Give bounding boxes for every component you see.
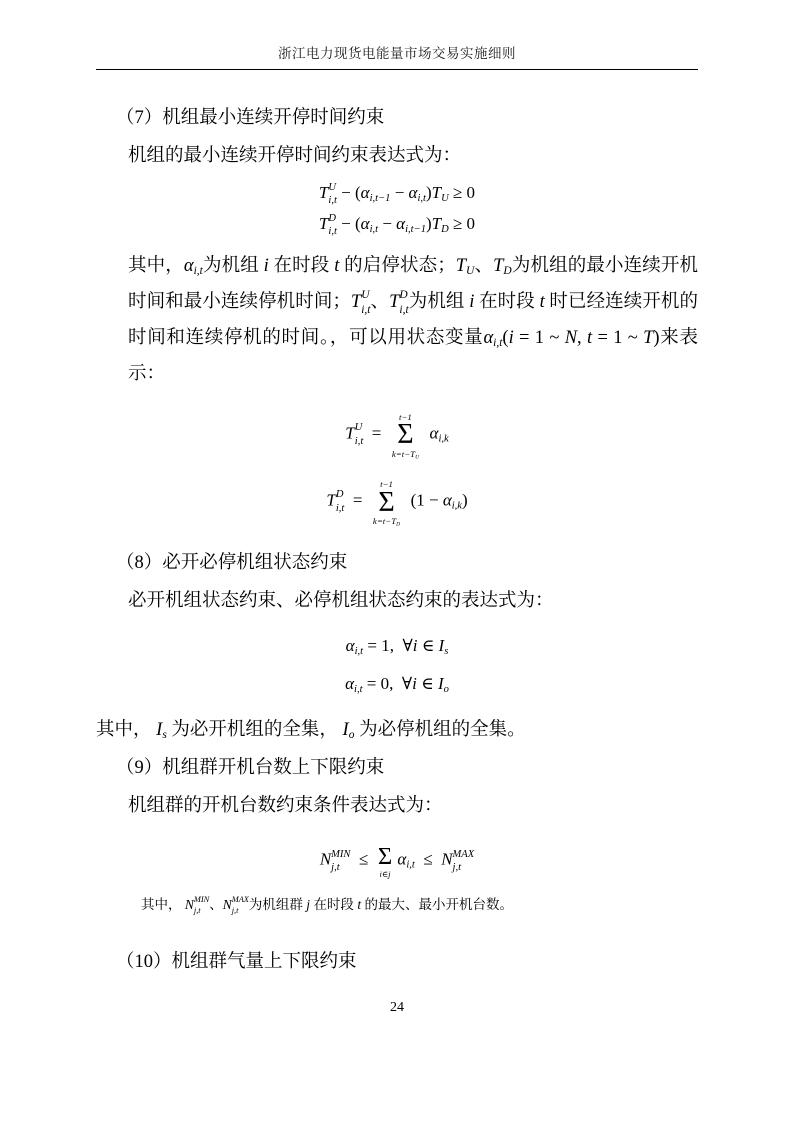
- heading-7: （7）机组最小连续开停时间约束: [116, 108, 385, 128]
- p9-note-2: 、: [209, 897, 223, 913]
- formula-unit-group-count-limits: N MIN j,t ≤ Σ i∈j $\alpha_{i,t} \le N$ MAX j,t: [319, 843, 475, 879]
- p7-text-3: 在时段: [273, 255, 330, 276]
- formula-accumulated-down-time: T D i,t = t−1 Σ $k=t-T_D$ $(1 - \alpha_{i,k})$: [326, 478, 468, 528]
- paragraph-9-note: 其中， N MIN j,t 、N MAX j,t 为机组群 j 在时段 t 的最大、最小开机台数。: [141, 895, 513, 915]
- paragraph-8-intro: 必开机组状态约束、必停机组状态约束的表达式为：: [128, 590, 554, 611]
- heading-10: （10）机组群气量上下限约束: [116, 951, 357, 972]
- p8-text-3: 为必停机组的全集。: [359, 720, 526, 741]
- formula-accumulated-up-time: T U i,t = t−1 Σ $k=t-T_U$ $\alpha_{i,k}$: [345, 411, 449, 461]
- header-divider: [96, 69, 698, 70]
- paragraph-8-body: 其中， $I_s$ 为必开机组的全集， $I_o$ 为必停机组的全集。: [96, 720, 526, 742]
- p7-text-6: 的最小连续开机时间和最小连续停机时间；: [128, 255, 698, 312]
- p9-note-1: 其中，: [141, 897, 182, 913]
- formula-must-stop: $\alpha_{i,t} = 0$, ∀i ∈ $I_o$: [345, 674, 449, 696]
- formula-group-7a: [96, 180, 698, 238]
- p7-text-1: 其中，: [128, 255, 184, 276]
- p8-text-1: 其中，: [96, 720, 152, 741]
- p9-note-3: 为机组群: [248, 897, 303, 913]
- p7-text-8: 在时段: [479, 291, 535, 312]
- page-content: [96, 42, 698, 982]
- p7-text-10: 用状态变量: [387, 327, 484, 348]
- p7-text-7: 为机组: [408, 291, 465, 312]
- formula-group-8: [96, 633, 698, 699]
- p7-text-4: 的启停状态；: [344, 255, 456, 276]
- paragraph-7-intro: 机组的最小连续开停时间约束表达式为：: [128, 146, 462, 167]
- page-number: 24: [390, 1000, 404, 1015]
- p7-text-5: 为机组: [511, 255, 568, 276]
- heading-8: （8）必开必停机组状态约束: [116, 552, 348, 573]
- formula-group-7b: [96, 410, 698, 527]
- p7-text-2: 为机组: [202, 255, 259, 276]
- formula-min-down-time: T D i,t − $(\alpha_{i,t} - \alpha_{i,t-1})T_D \ge 0$: [318, 212, 476, 238]
- p9-note-5: 的最大、最小开机台数。: [364, 897, 513, 913]
- page-header: 浙江电力现货电能量市场交易实施细则: [278, 46, 516, 61]
- paragraph-9-intro: 机组群的开机台数约束条件表达式为：: [128, 796, 443, 817]
- p7-text-11: 来表示：: [128, 327, 698, 384]
- p9-note-4: 在时段: [313, 897, 354, 913]
- formula-must-run: $\alpha_{i,t} = 1$, ∀i ∈ $I_s$: [345, 635, 449, 657]
- p7-text-9: 时已经连续开机的时间和连续停机的时间。，可以: [128, 291, 698, 348]
- formula-min-up-time: T U i,t − $(\alpha_{i,t-1} - \alpha_{i,t})T_U \ge 0$: [318, 181, 476, 207]
- p8-text-2: 为必开机组的全集，: [171, 720, 338, 741]
- paragraph-7-body: 其中，$\alpha_{i,t}$为机组 i 在时段 t 的启停状态；$T_U$、$T_D$为机组的最小连续开机时间和最小连续停机时间；T U i,t 、T D i,t 为机组 i 在时段 t 时已经连续开机的时间和连续停机的时间。，可以用状态变量$\alpha_{i,t}(i = 1$ ~ N, t = 1 ~ T)来表示：: [128, 255, 698, 384]
- heading-9: （9）机组群开机台数上下限约束: [116, 758, 385, 779]
